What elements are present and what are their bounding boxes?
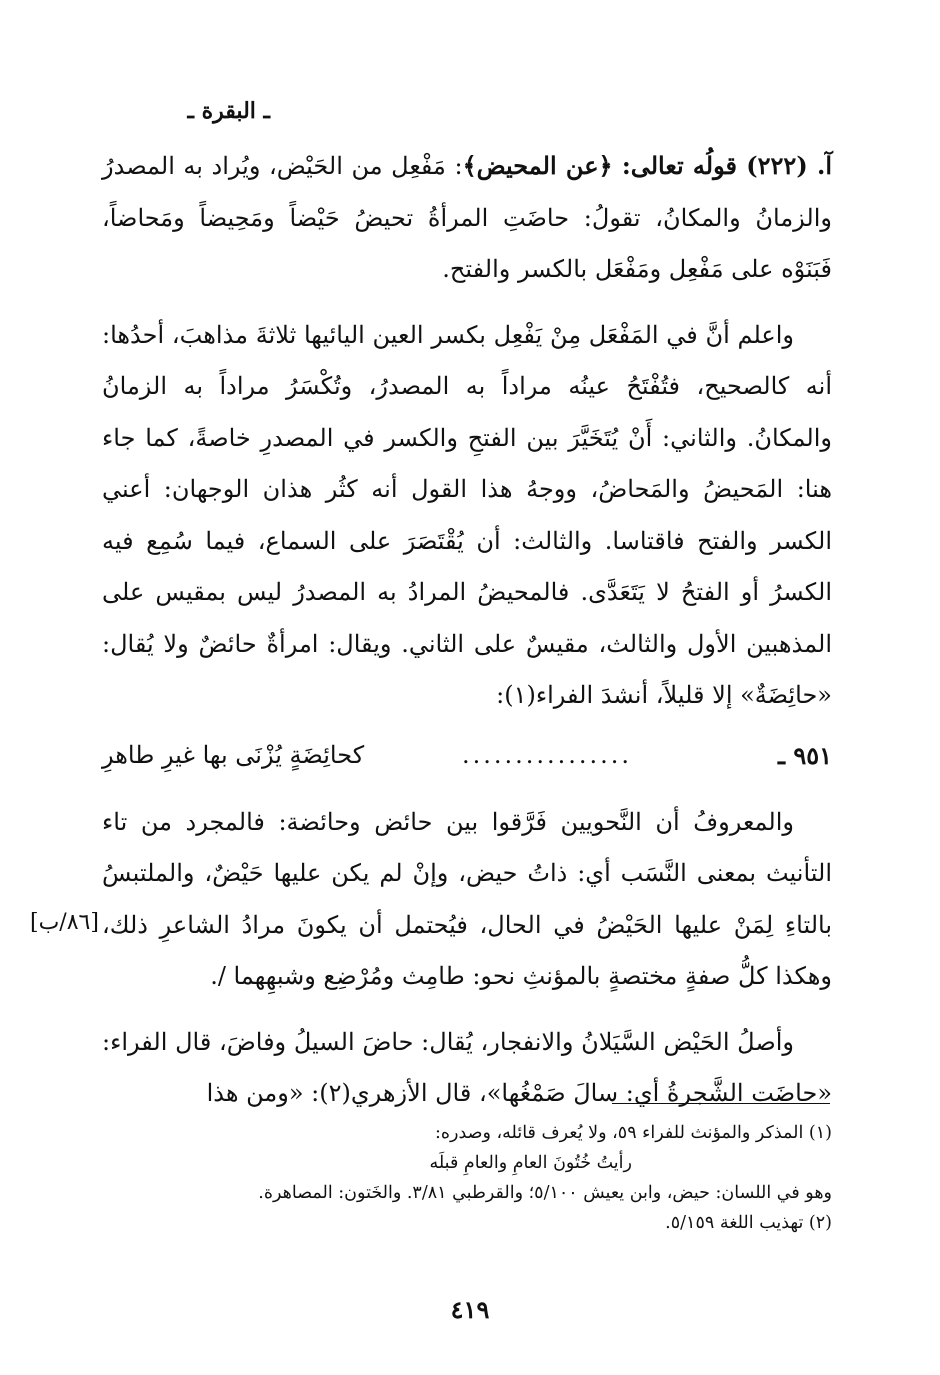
verse-ellipsis: ................ <box>461 740 632 769</box>
running-header: ـ البقرة ـ <box>187 98 270 124</box>
paragraph-1-text: : مَفْعِل من الحَيْض، ويُراد به المصدرُ والزمانُ والمكانُ، تقولُ: حاضَتِ المرأةُ تحيضُ حَيْضاً ومَحِيضاً ومَحاضاً، فَبَنَوْه على مَفْعِل ومَفْعَل بالكسر والفتح. <box>102 152 832 283</box>
paragraph-4: وأصلُ الحَيْض السَّيَلانُ والانفجار، يُقال: حاضَ السيلُ وفاضَ، قال الفراء: «حاضَت الشَّجرةُ أي: سالَ صَمْغُها»، قال الأزهري(٢): «ومن هذا <box>102 1027 832 1107</box>
verse-text: كحائِضَةٍ يُزْنَى بها غيرِ طاهرِ <box>102 740 365 769</box>
footnote-2: (٢) تهذيب اللغة ٥/١٥٩. <box>665 1213 832 1233</box>
footnote-divider <box>612 1103 830 1104</box>
footnote-1-sources: وهو في اللسان: حيض، وابن يعيش ٥/١٠٠؛ والقرطبي ٣/٨١. والخَتون: المصاهرة. <box>258 1183 832 1203</box>
footnote-1: (١) المذكر والمؤنث للفراء ٥٩، ولا يُعرف قائله، وصدره: <box>434 1123 832 1143</box>
manuscript-folio-note: [٨٦/ب] <box>30 910 99 935</box>
paragraph-1 <box>102 140 832 296</box>
verse-reference: آ. (٢٢٢) قولُه تعالى: ﴿عن المحيض﴾ <box>462 151 832 180</box>
footnote-1-verse: رأيتُ خُتُونَ العامِ والعامِ قبلَه <box>429 1153 632 1173</box>
poetry-verse <box>102 730 832 785</box>
paragraph-2: واعلم أنَّ في المَفْعَل مِنْ يَفْعِل بكسر العين اليائيها ثلاثةَ مذاهبَ، أحدُها: أنه كالصحيح، فتُفْتَحُ عينُه مراداً به المصدرُ، وتُكْسَرُ مراداً به الزمانُ والمكانُ. والثاني: أَنْ يُتَخَيَّرَ بين الفتحِ والكسر في المصدرِ خاصةً، كما جاء هنا: المَحيضُ والمَحاضُ، ووجهُ هذا القول أنه كثُر هذان الوجهان: أعني الكسر والفتح فاقتاسا. والثالث: أن يُقْتَصَرَ على السماع، فيما سُمِع فيه الكسرُ أو الفتحُ لا يَتَعَدَّى. فالمحيضُ المرادُ به المصدرُ ليس بمقيس على المذهبين الأول والثالث، مقيسٌ على الثاني. ويقال: امرأةٌ حائضٌ ولا يُقال: «حائِضَةٌ» إلا قليلاً، أنشدَ الفراء(١): <box>102 320 832 709</box>
main-text <box>102 140 832 1120</box>
paragraph-3: والمعروفُ أن النَّحويين فَرَّقوا بين حائض وحائضة: فالمجرد من تاء التأنيث بمعنى النَّسَب أي: ذاتُ حيض، وإنْ لم يكن عليها حَيْضٌ، والملتبسُ بالتاءِ لِمَنْ عليها الحَيْضُ في الحال، فيُحتمل أن يكونَ مرادُ الشاعرِ ذلك، وهكذا كلُّ صفةٍ مختصةٍ بالمؤنثِ نحو: طامِث ومُرْضِع وشبهِهما /. <box>102 807 832 990</box>
footnotes <box>102 1118 832 1238</box>
page-number: ٤١٩ <box>450 1295 490 1324</box>
verse-number: ٩٥١ ـ <box>777 740 832 770</box>
